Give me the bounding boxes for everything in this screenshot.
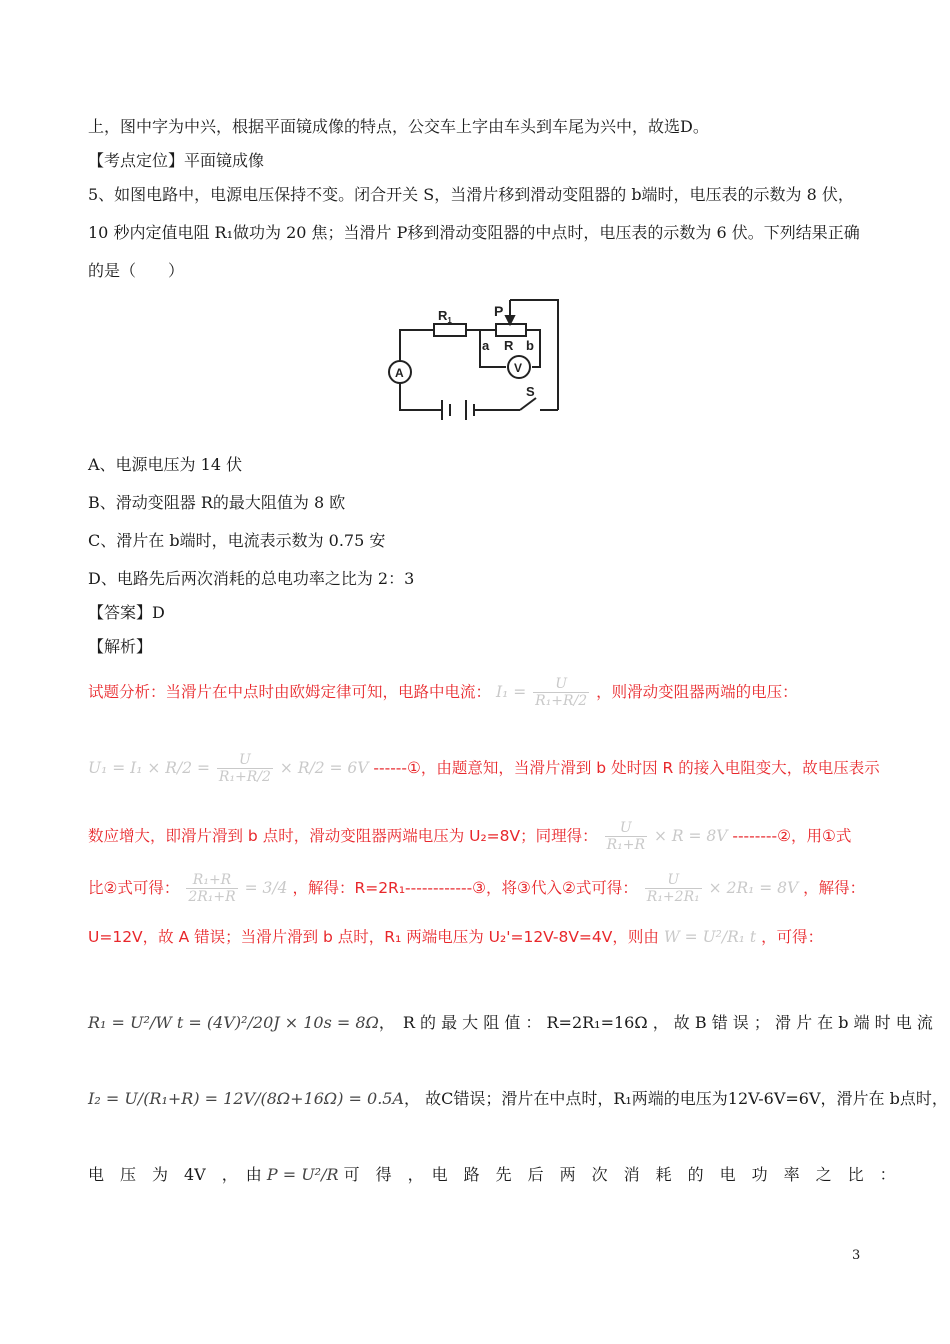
page-number: 3 bbox=[852, 1248, 861, 1263]
voltmeter-label: V bbox=[514, 361, 523, 375]
analysis-line: U₁ = I₁ × R/2 = $\frac{U}{\text{R₁+R/2}}$ × R/2 = 6V ------①，由题意知，当滑片滑到 b 处时因 R 的接入电阻变大，故电压表示 bbox=[88, 752, 880, 785]
question-text: 10 秒内定值电阻 R₁做功为 20 焦；当滑片 P移到滑动变阻器的中点时，电压表的示数为 6 伏。下列结果正确 bbox=[88, 223, 860, 242]
option-b: B、滑动变阻器 R的最大阻值为 8 欧 bbox=[88, 493, 346, 512]
text-line: 上，图中字为中兴，根据平面镜成像的特点，公交车上字由车头到车尾为兴中，故选D。 bbox=[88, 117, 709, 136]
analysis-line: U=12V，故 A 错误；当滑片滑到 b 点时，R₁ 两端电压为 U₂'=12V-8V=4V，则由 W = U²/R₁ t ，可得： bbox=[88, 928, 824, 946]
option-c: C、滑片在 b端时，电流表示数为 0.75 安 bbox=[88, 531, 386, 550]
text-line: 【考点定位】平面镜成像 bbox=[88, 151, 265, 170]
analysis-line: 数应增大，即滑片滑到 b 点时，滑动变阻器两端电压为 U₂=8V；同理得： $\frac{U}{\text{R₁+R}}$ × R = 8V --------②，用①式 bbox=[88, 820, 852, 853]
analysis-heading: 【解析】 bbox=[88, 637, 153, 656]
r1-label: $R_1$ bbox=[438, 308, 452, 325]
ammeter-label: A bbox=[395, 366, 404, 380]
question-text: 5、如图电路中，电源电压保持不变。闭合开关 S，当滑片移到滑动变阻器的 b端时，电压表的示数为 8 伏， bbox=[88, 185, 854, 204]
question-text: 的是（ ） bbox=[88, 261, 185, 280]
analysis-line: 比②式可得： $\frac{\text{R₁+R}}{\text{2R₁+R}}$ = 3/4 ，解得：R=2R₁------------③，将③代入②式可得： $\frac{U}{\text{R₁+2R₁}}$ × 2R₁ = 8V ，解得： bbox=[88, 872, 866, 905]
p-label: P bbox=[494, 303, 504, 319]
option-d: D、电路先后两次消耗的总电功率之比为 2：3 bbox=[88, 569, 415, 588]
circuit-diagram bbox=[380, 292, 570, 420]
analysis-line: R₁ = U²/W t = (4V)²/20J × 10s = 8Ω， R 的 最 大 阻 值 ： R=2R₁=16Ω ， 故 B 错 误 ； 滑 片 在 b 端 时 电 流 bbox=[88, 1013, 933, 1032]
analysis-line: 电 压 为 4V ， 由 P = U²/R 可 得 ， 电 路 先 后 两 次 消 耗 的 电 功 率 之 比 ： bbox=[88, 1165, 896, 1184]
option-a: A、电源电压为 14 伏 bbox=[88, 455, 243, 474]
analysis-line: I₂ = U/(R₁+R) = 12V/(8Ω+16Ω) = 0.5A， 故C错误；滑片在中点时，R₁两端的电压为12V-6V=6V，滑片在 b点时， bbox=[88, 1089, 948, 1108]
a-label: a bbox=[482, 338, 490, 353]
answer: 【答案】D bbox=[88, 603, 165, 622]
switch-label: S bbox=[526, 384, 535, 399]
b-label: b bbox=[526, 338, 534, 353]
r-label: R bbox=[504, 338, 514, 353]
analysis-line: 试题分析：当滑片在中点时由欧姆定律可知，电路中电流： I₁ = $\frac{U}{\text{R₁+R/2}}$ ，则滑动变阻器两端的电压： bbox=[88, 676, 798, 709]
